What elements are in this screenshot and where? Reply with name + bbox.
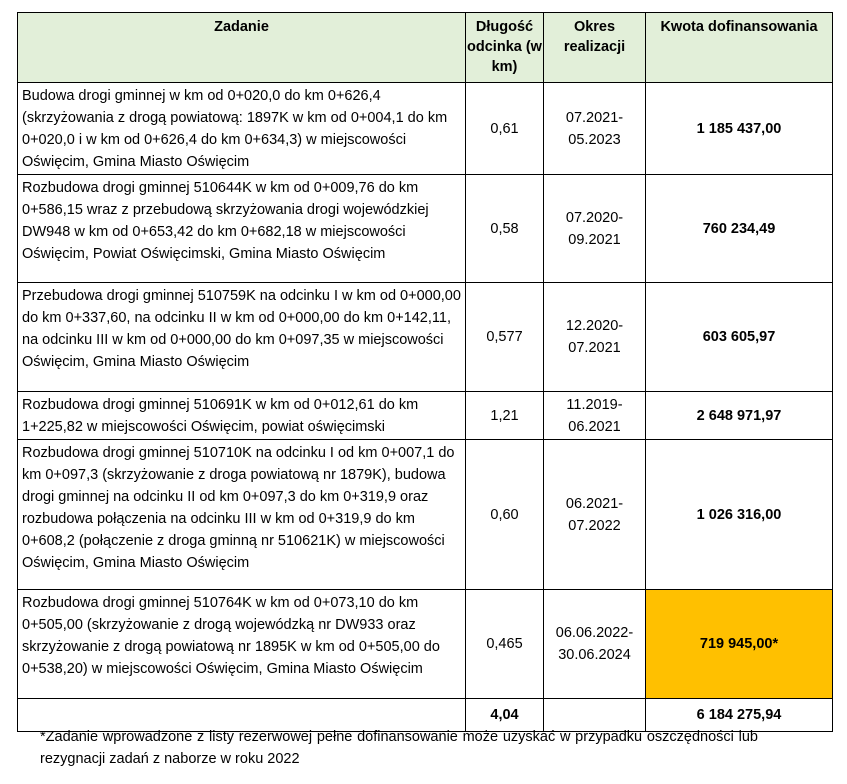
length-cell: 0,61	[466, 83, 544, 175]
amount-cell: 760 234,49	[646, 175, 833, 283]
table-row	[18, 440, 833, 590]
period-cell: 06.2021-07.2022	[544, 440, 646, 590]
table-row	[18, 175, 833, 283]
funding-table	[17, 12, 833, 732]
table-row	[18, 392, 833, 440]
length-cell: 0,60	[466, 440, 544, 590]
length-cell: 0,577	[466, 283, 544, 392]
period-cell: 12.2020-07.2021	[544, 283, 646, 392]
period-cell: 07.2020-09.2021	[544, 175, 646, 283]
length-cell: 0,465	[466, 590, 544, 699]
task-cell: Rozbudowa drogi gminnej 510644K w km od 0+009,76 do km 0+586,15 wraz z przebudową skrzyżowania drogi wojewódzkiej DW948 w km od 0+653,42 do km 0+682,18 w miejscowości Oświęcim, Powiat Oświęcimski, Gmina Miasto Oświęcim	[18, 175, 466, 283]
header-length: Długość odcinka (w km)	[466, 13, 544, 83]
period-cell: 07.2021-05.2023	[544, 83, 646, 175]
amount-cell-highlighted: 719 945,00*	[646, 590, 833, 699]
table-header-row	[18, 13, 833, 83]
footnote: *Zadanie wprowadzone z listy rezerwowej pełne dofinansowanie może uzyskać w przypadku oszczędności lub rezygnacji zadań z naborze w roku 2022	[40, 729, 758, 767]
header-amount: Kwota dofinansowania	[646, 13, 833, 83]
amount-cell: 1 026 316,00	[646, 440, 833, 590]
amount-cell: 2 648 971,97	[646, 392, 833, 440]
amount-cell: 1 185 437,00	[646, 83, 833, 175]
header-task: Zadanie	[18, 13, 466, 83]
table-row	[18, 590, 833, 699]
period-cell: 06.06.2022-30.06.2024	[544, 590, 646, 699]
task-cell: Rozbudowa drogi gminnej 510691K w km od 0+012,61 do km 1+225,82 w miejscowości Oświęcim, powiat oświęcimski	[18, 392, 466, 440]
header-period: Okres realizacji	[544, 13, 646, 83]
length-cell: 1,21	[466, 392, 544, 440]
total-length-cell: 4,04	[466, 699, 544, 732]
period-cell: 11.2019-06.2021	[544, 392, 646, 440]
table-row	[18, 283, 833, 392]
task-cell: Budowa drogi gminnej w km od 0+020,0 do km 0+626,4 (skrzyżowania z drogą powiatową: 1897K w km od 0+004,1 do km 0+020,0 i w km od 0+626,4 do km 0+634,3) w miejscowości Oświęcim, Gmina Miasto Oświęcim	[18, 83, 466, 175]
task-cell: Przebudowa drogi gminnej 510759K na odcinku I w km od 0+000,00 do km 0+337,60, na odcinku II w km od 0+000,00 do km 0+142,11, na odcinku III w km od 0+000,00 do km 0+097,35 w miejscowości Oświęcim, Gmina Miasto Oświęcim	[18, 283, 466, 392]
table-row	[18, 83, 833, 175]
total-amount-cell: 6 184 275,94	[646, 699, 833, 732]
amount-cell: 603 605,97	[646, 283, 833, 392]
task-cell: Rozbudowa drogi gminnej 510710K na odcinku I od km 0+007,1 do km 0+097,3 (skrzyżowanie z droga powiatową nr 1879K), budowa drogi gminnej na odcinku II od km 0+097,3 do km 0+319,9 oraz rozbudowa połączenia na odcinku III w km od 0+319,9 do km 0+608,2 (połączenie z droga gminną nr 510621K) w miejscowości Oświęcim, Gmina Miasto Oświęcim	[18, 440, 466, 590]
length-cell: 0,58	[466, 175, 544, 283]
task-cell: Rozbudowa drogi gminnej 510764K w km od 0+073,10 do km 0+505,00 (skrzyżowanie z drogą wojewódzką nr DW933 oraz skrzyżowanie z drogą powiatową nr 1895K w km od 0+505,00 do 0+538,20) w miejscowości Oświęcim, Gmina Miasto Oświęcim	[18, 590, 466, 699]
